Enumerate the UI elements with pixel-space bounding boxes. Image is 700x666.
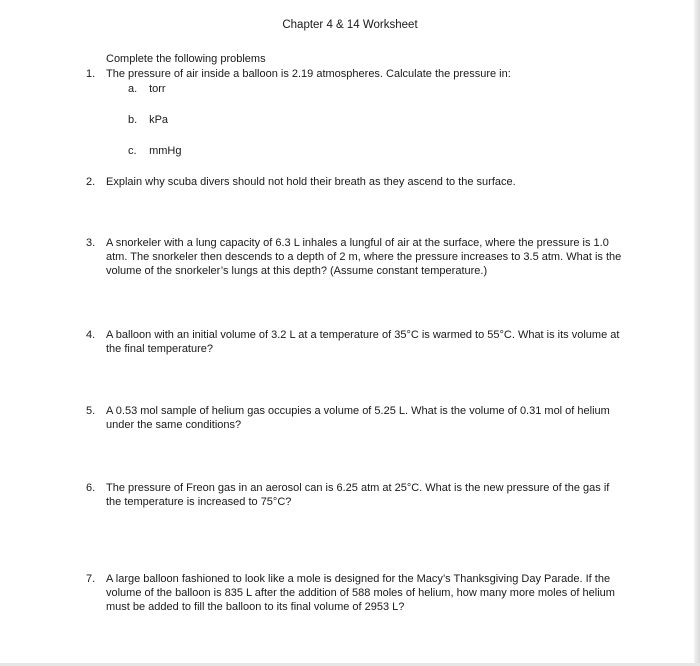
question-1-part-a bbox=[128, 82, 166, 96]
question-7 bbox=[86, 572, 626, 614]
question-number: 1. bbox=[86, 68, 96, 80]
question-number: 6. bbox=[86, 482, 96, 494]
question-4 bbox=[86, 328, 626, 356]
question-text: Explain why scuba divers should not hold their breath as they ascend to the surface. bbox=[106, 176, 516, 188]
page-edge-shadow bbox=[694, 0, 700, 666]
part-letter: c. bbox=[128, 145, 137, 157]
part-letter: b. bbox=[128, 114, 138, 126]
question-number: 7. bbox=[86, 573, 96, 585]
part-text: mmHg bbox=[149, 145, 182, 157]
question-3 bbox=[86, 236, 626, 278]
question-number: 3. bbox=[86, 237, 96, 249]
question-number: 5. bbox=[86, 405, 96, 417]
question-1 bbox=[86, 67, 626, 81]
question-text: The pressure of Freon gas in an aerosol can is 6.25 atm at 25°C. What is the new pressure of the gas if the temperature is increased to 75°C? bbox=[106, 482, 610, 508]
question-text: A snorkeler with a lung capacity of 6.3 L inhales a lungful of air at the surface, where the pressure is 1.0 atm. The snorkeler then descends to a depth of 2 m, where the pressure increases to 3.5 atm. What is the volume of the snorkeler’s lungs at this depth? (Assume constant temperature.) bbox=[106, 237, 622, 277]
part-text: torr bbox=[149, 83, 166, 95]
question-text: A 0.53 mol sample of helium gas occupies a volume of 5.25 L. What is the volume of 0.31 mol of helium under the same conditions? bbox=[106, 405, 610, 431]
question-text: A large balloon fashioned to look like a mole is designed for the Macy’s Thanksgiving Day Parade. If the volume of the balloon is 835 L after the addition of 588 moles of helium, how many more moles of helium must be added to fill the balloon to its final volume of 2953 L? bbox=[106, 573, 615, 613]
part-text: kPa bbox=[149, 114, 169, 126]
question-6 bbox=[86, 481, 626, 509]
worksheet-title: Chapter 4 & 14 Worksheet bbox=[282, 19, 418, 31]
question-text: The pressure of air inside a balloon is 2.19 atmospheres. Calculate the pressure in: bbox=[106, 68, 511, 80]
question-1-part-c bbox=[128, 144, 181, 158]
question-5 bbox=[86, 404, 626, 432]
question-number: 4. bbox=[86, 329, 96, 341]
part-letter: a. bbox=[128, 83, 138, 95]
instructions-text: Complete the following problems bbox=[106, 53, 266, 65]
question-1-part-b bbox=[128, 113, 168, 127]
question-number: 2. bbox=[86, 176, 96, 188]
question-text: A balloon with an initial volume of 3.2 L at a temperature of 35°C is warmed to 55°C. What is its volume at the final temperature? bbox=[106, 329, 620, 355]
question-2 bbox=[86, 175, 626, 189]
